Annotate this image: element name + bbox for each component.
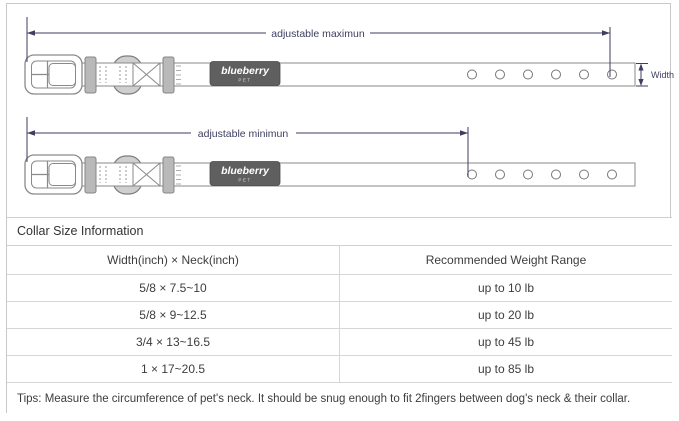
weight-cell: up to 45 lb xyxy=(477,335,535,349)
size-cell: 5/8 × 9~12.5 xyxy=(7,302,340,328)
section-title: Collar Size Information xyxy=(7,218,672,246)
tips-text: Tips: Measure the circumference of pet's neck. It should be snug enough to fit 2fingers between dog's neck & their collar. xyxy=(17,393,631,405)
column-header-weight: Recommended Weight Range xyxy=(425,253,587,267)
adjustable-maximum-label: adjustable maximun xyxy=(271,28,365,40)
collar-max xyxy=(25,55,635,94)
table-row xyxy=(7,302,672,329)
column-header-size: Width(inch) × Neck(inch) xyxy=(7,246,340,274)
collar-min xyxy=(25,155,635,194)
table-row xyxy=(7,275,672,302)
arrowhead-up-icon xyxy=(638,64,643,71)
size-cell: 5/8 × 7.5~10 xyxy=(7,275,340,301)
weight-cell: up to 85 lb xyxy=(477,362,535,376)
table-row xyxy=(7,356,672,383)
width-label: Width xyxy=(651,70,675,80)
arrowhead-right-icon xyxy=(602,30,610,36)
table-header-row xyxy=(7,246,672,275)
arrowhead-left-icon xyxy=(27,30,35,36)
table-row xyxy=(7,329,672,356)
arrowhead-down-icon xyxy=(638,79,643,86)
weight-cell: up to 10 lb xyxy=(477,281,535,295)
arrowhead-right-icon xyxy=(460,130,468,136)
size-cell: 1 × 17~20.5 xyxy=(7,356,340,382)
adjustable-minimum-label: adjustable minimun xyxy=(197,128,289,140)
weight-cell: up to 20 lb xyxy=(477,308,535,322)
size-cell: 3/4 × 13~16.5 xyxy=(7,329,340,355)
arrowhead-left-icon xyxy=(27,130,35,136)
size-information-section xyxy=(7,217,672,414)
